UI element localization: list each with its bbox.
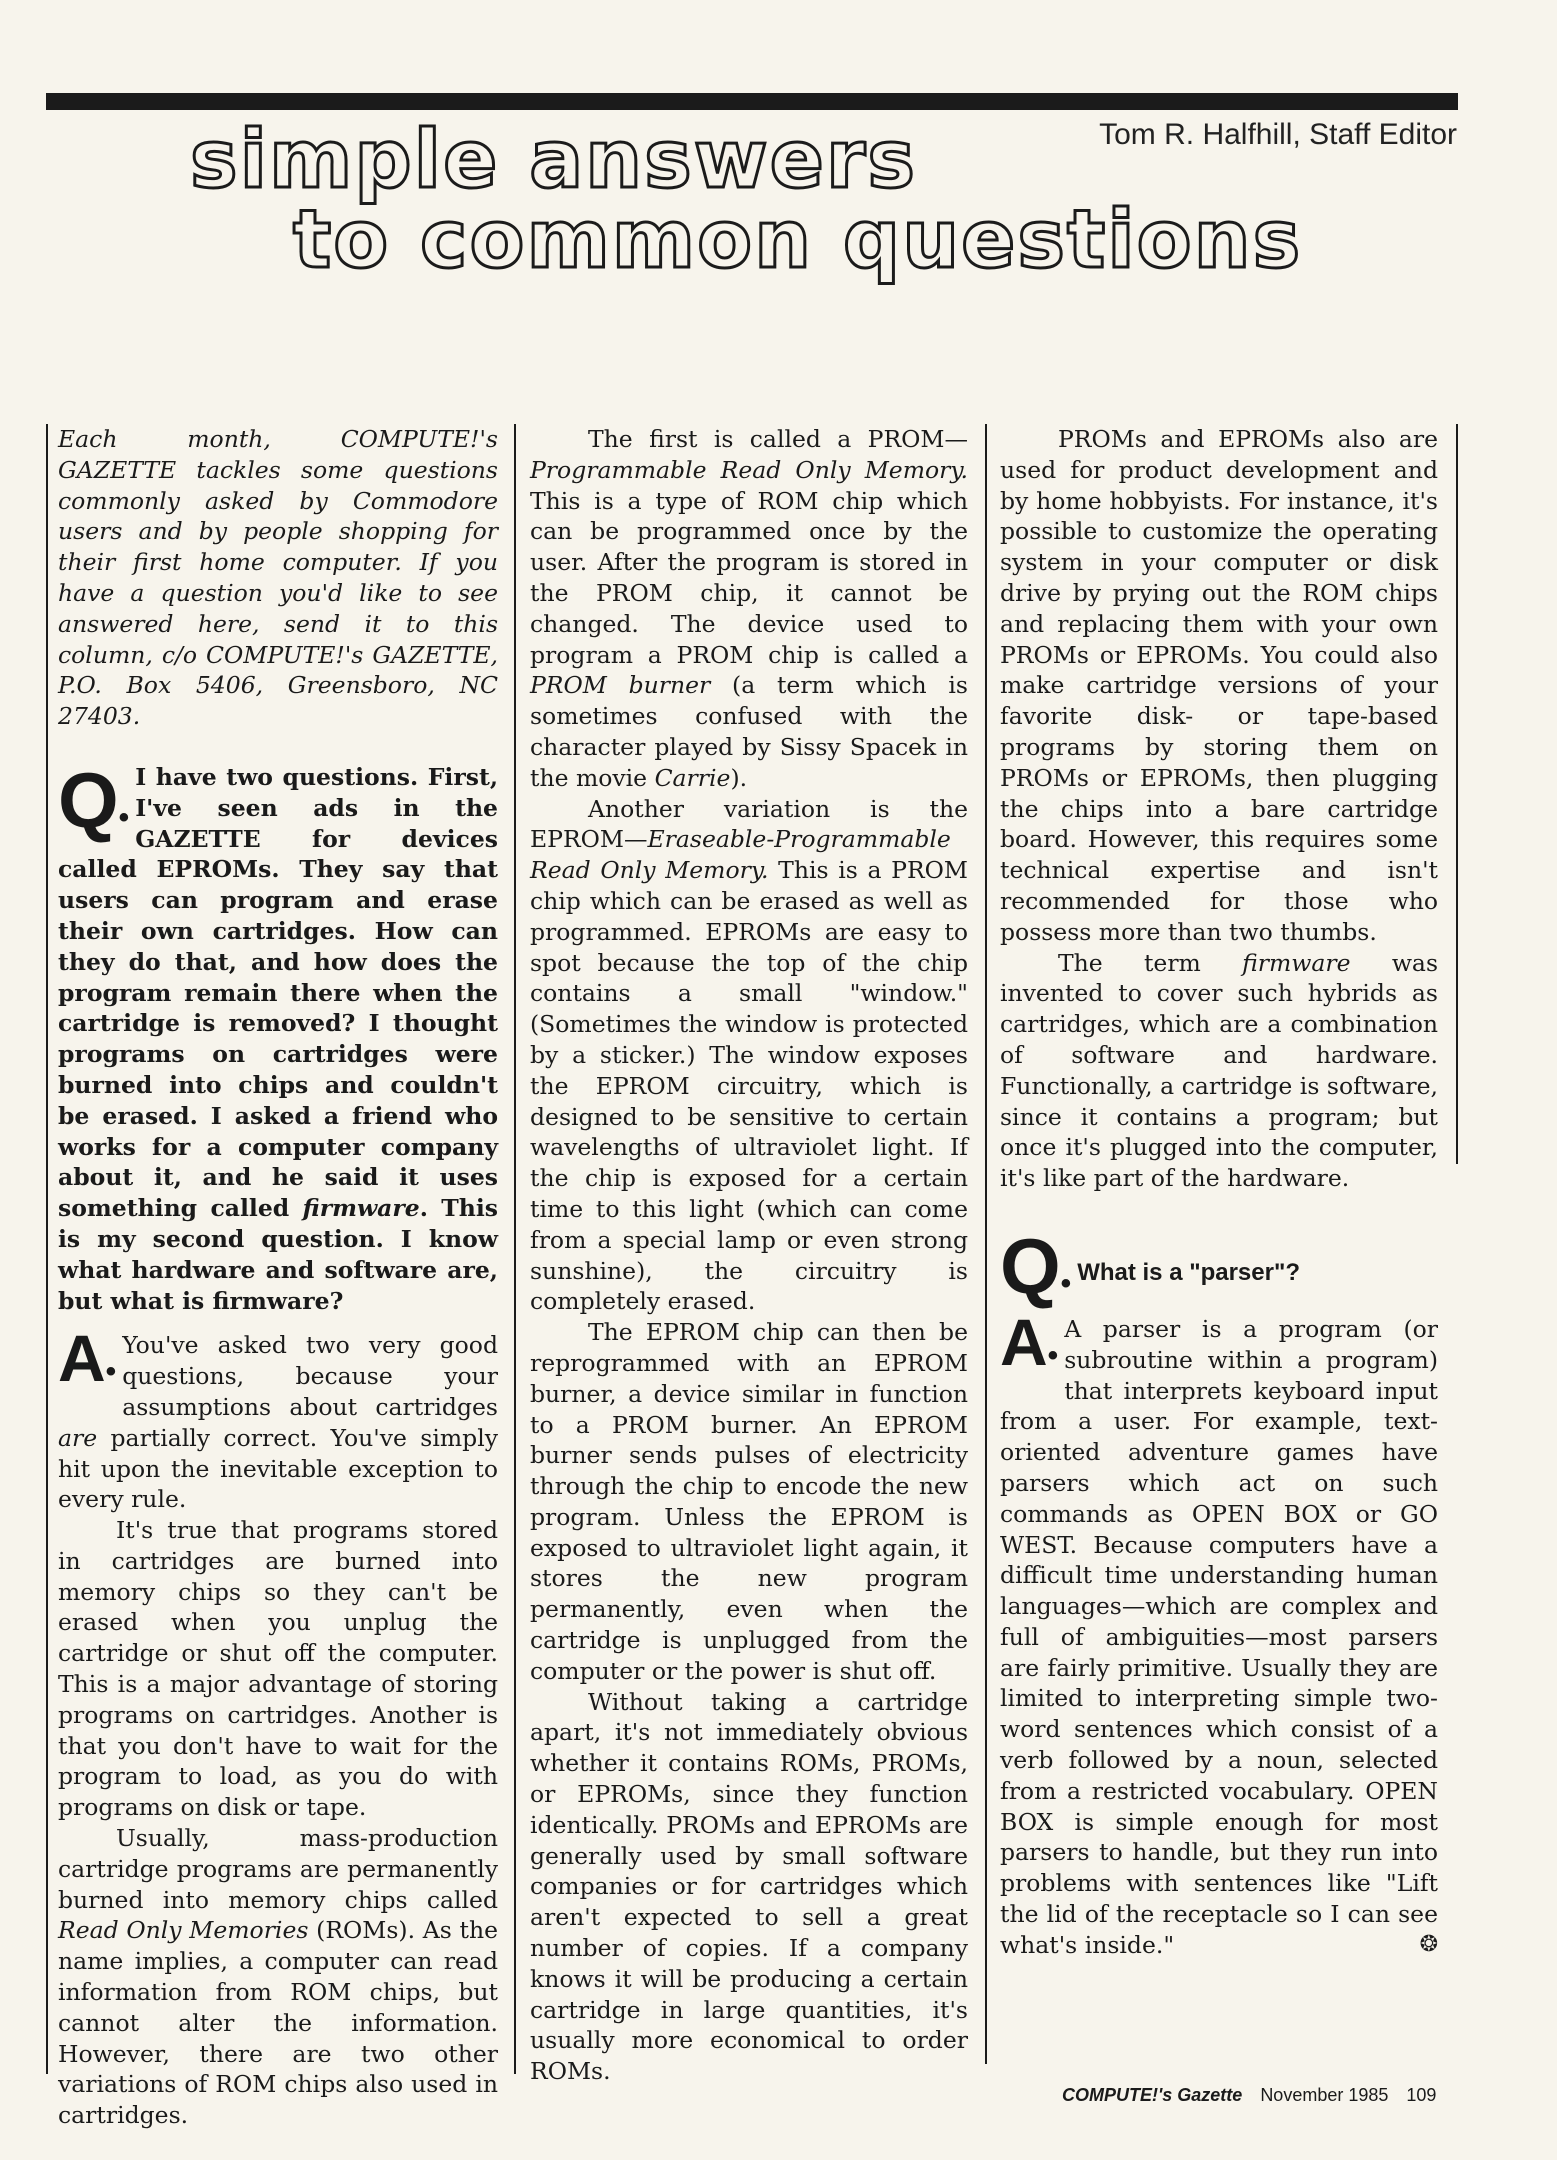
page-footer [1062,2085,1436,2106]
column-divider-1 [514,424,516,2074]
q-drop-cap: Q• [58,755,130,844]
answer-1-paragraph-3: Usually, mass-production cartridge programs are permanently burned into memory chips called Read Only Memories (ROMs). As the name implies, a computer can read information from ROM chips, but cannot alter the information. However, there are two other variations of ROM chips also used in cartridges. [58,1824,498,2130]
top-rule [46,93,1458,110]
page-number: 109 [1406,2085,1437,2105]
identify-paragraph: Without taking a cartridge apart, it's not immediately obvious whether it contains ROMs, PROMs, or EPROMs, since they function identically. PROMs and EPROMs are generally used by small software companies or for cartridges which aren't expected to sell a great number of copies. If a company knows it will be producing a certain cartridge in large quantities, it's usually more economical to order ROMs. [530,1687,968,2086]
eprom-paragraph: Another variation is the EPROM—Eraseable-Programmable Read Only Memory. This is a PROM chip which can be erased as well as programmed. EPROMs are easy to spot because the top of the chip contains a small "window." (Sometimes the window is protected by a sticker.) The window exposes the EPROM circuitry, which is designed to be sensitive to certain wavelengths of ultraviolet light. If the chip is exposed for a certain time to this light (which can come from a special lamp or even strong sunshine), the circuitry is completely erased. [530,794,968,1316]
column-3 [1000,424,1438,1961]
hobbyist-paragraph: PROMs and EPROMs also are used for product development and by home hobbyists. For instance, it's possible to customize the operating system in your computer or disk drive by prying out the ROM chips and replacing them with your own PROMs or EPROMs. You could also make cartridge versions of your favorite disk- or tape-based programs by storing them on PROMs or EPROMs, then plugging the chips into a bare cartridge board. However, this requires some technical expertise and isn't recommended for those who possess more than two thumbs. [1000,425,1438,946]
issue-date: November 1985 [1260,2085,1389,2105]
column-divider-right [1456,424,1458,1164]
byline: Tom R. Halfhill, Staff Editor [1099,118,1457,151]
prom-paragraph: The first is called a PROM—Programmable Read Only Memory. This is a type of ROM chip which can be programmed once by the user. After the program is stored in the PROM chip, it cannot be changed. The device used to program a PROM chip is called a PROM burner (a term which is sometimes confused with the character played by Sissy Spacek in the movie Carrie). [530,425,968,792]
answer-1-paragraph-1: A• You've asked two very good questions, because your assumptions about cartridges are partially correct. You've simply hit upon the inevitable exception to every rule. [58,1321,498,1514]
column-1 [58,424,498,2131]
answer-2: A• A parser is a program (or subroutine within a program) that interprets keyboard input from a user. For example, text-oriented adventure games have parsers which act on such commands as OPEN BOX or GO WEST. Because computers have a difficult time understanding human languages—which are complex and full of ambiguities—most parsers are fairly primitive. Usually they are limited to interpreting simple two-word sentences which consist of a verb followed by a noun, selected from a restricted vocabulary. OPEN BOX is simple enough for most parsers to handle, but they run into problems with sentences like "Lift the lid of the receptacle so I can see what's inside." ❂ [1000,1304,1438,1959]
column-divider-left [46,424,48,2074]
end-mark-icon: ❂ [1419,1931,1438,1957]
reprogram-paragraph: The EPROM chip can then be reprogrammed with an EPROM burner, a device similar in function to a PROM burner. An EPROM burner sends pulses of electricity through the chip to encode the new program. Unless the EPROM is exposed to ultraviolet light again, it stores the new program permanently, even when the cartridge is unplugged from the computer or the power is shut off. [530,1318,968,1685]
publication-name: COMPUTE!'s Gazette [1062,2085,1243,2105]
title-line-2: to common questions [293,193,1303,286]
firmware-paragraph: The term firmware was invented to cover such hybrids as cartridges, which are a combination of software and hardware. Functionally, a cartridge is software, since it contains a program; but once it's plugged into the computer, it's like part of the hardware. [1000,948,1438,1193]
a-drop-cap: A• [58,1321,117,1396]
column-2 [530,424,968,2087]
intro-paragraph: Each month, COMPUTE!'s GAZETTE tackles some questions commonly asked by Commodore users and by people shopping for their first home computer. If you have a question you'd like to see answered here, send it to this column, c/o COMPUTE!'s GAZETTE, P.O. Box 5406, Greensboro, NC 27403. [58,425,498,731]
title-line-1: simple answers [190,113,917,206]
question-2: Q• What is a "parser"? [1000,1228,1438,1289]
answer-1-paragraph-2: It's true that programs stored in cartridges are burned into memory chips so they can't be erased when you unplug the cartridge or shut off the computer. This is a major advantage of storing programs on cartridges. Another is that you don't have to wait for the program to load, as you do with programs on disk or tape. [58,1516,498,1822]
question-1: Q• I have two questions. First, I've seen ads in the GAZETTE for devices called EPROMs. They say that users can program and erase their own cartridges. How can they do that, and how does the program remain there when the cartridge is removed? I thought programs on cartridges were burned into chips and couldn't be erased. I asked a friend who works for a computer company about it, and he said it uses something called firmware. This is my second question. I know what hardware and software are, but what is firmware? [58,755,499,1315]
column-divider-2 [985,424,987,2064]
q-drop-cap: Q• [1000,1221,1072,1310]
a-drop-cap: A• [1000,1304,1059,1379]
